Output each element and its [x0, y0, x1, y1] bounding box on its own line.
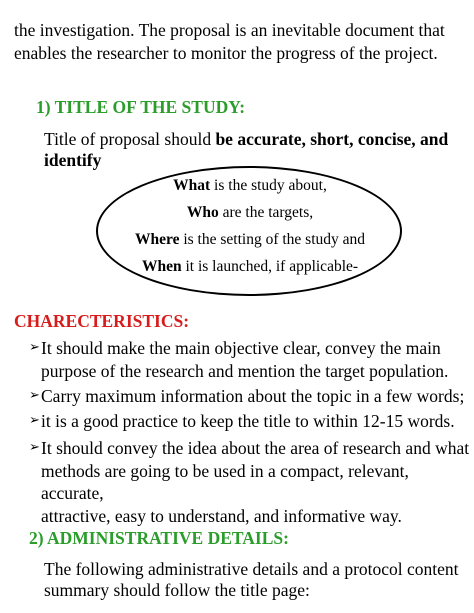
- characteristic-item-2: [29, 385, 464, 408]
- characteristic-item-4: [29, 437, 474, 527]
- section-1-heading: 1) TITLE OF THE STUDY:: [36, 97, 246, 117]
- oval-what-text: is the study about,: [210, 177, 327, 194]
- characteristic-3-text: it is a good practice to keep the title to within 12-15 words.: [41, 411, 455, 431]
- section-2-heading: 2) ADMINISTRATIVE DETAILS:: [29, 528, 289, 548]
- characteristic-4-line-3: attractive, easy to understand, and informative way.: [41, 505, 402, 526]
- characteristics-heading: CHARECTERISTICS:: [14, 311, 190, 331]
- characteristic-1-line-2: purpose of the research and mention the target population.: [41, 360, 449, 381]
- section-1-lead-plain: Title of proposal should: [44, 129, 216, 149]
- oval-where-keyword: Where: [134, 231, 180, 248]
- section-1-lead: [44, 127, 448, 151]
- section-1-lead-2: [44, 148, 101, 172]
- characteristic-4-line-2: methods are going to be used in a compact, relevant, accurate,: [41, 460, 409, 503]
- section-2-line-2: summary should follow the title page:: [44, 580, 310, 600]
- characteristic-2-text: Carry maximum information about the topic in a few words;: [41, 386, 465, 406]
- oval-what-keyword: What: [173, 177, 211, 194]
- oval-where-text: is the setting of the study and: [179, 231, 366, 248]
- oval-line-who: [100, 204, 400, 222]
- oval-who-keyword: Who: [186, 204, 219, 221]
- arrow-bullet-icon: ➢: [29, 388, 40, 403]
- arrow-bullet-icon: ➢: [29, 413, 40, 428]
- oval-line-when: [100, 258, 400, 276]
- oval-when-keyword: When: [141, 258, 182, 275]
- characteristic-item-1: [29, 337, 448, 382]
- section-1-lead-bold: be accurate, short, concise, and: [215, 129, 449, 149]
- characteristic-item-3: [29, 410, 455, 433]
- section-2-line-1: The following administrative details and a protocol content: [44, 559, 459, 579]
- intro-line-2: enables the researcher to monitor the progress of the project.: [14, 43, 438, 63]
- oval-who-text: are the targets,: [218, 204, 314, 221]
- arrow-bullet-icon: ➢: [29, 440, 40, 455]
- section-1-lead-bold-2: identify: [44, 150, 102, 170]
- characteristic-1-line-1: It should make the main objective clear, convey the main: [41, 338, 441, 358]
- oval-when-text: it is launched, if applicable-: [181, 258, 359, 275]
- oval-line-what: [100, 177, 400, 195]
- oval-line-where: [100, 231, 400, 249]
- characteristic-4-line-1: It should convey the idea about the area of research and what: [41, 438, 470, 458]
- arrow-bullet-icon: ➢: [29, 340, 40, 355]
- intro-line-1: the investigation. The proposal is an inevitable document that: [14, 20, 445, 40]
